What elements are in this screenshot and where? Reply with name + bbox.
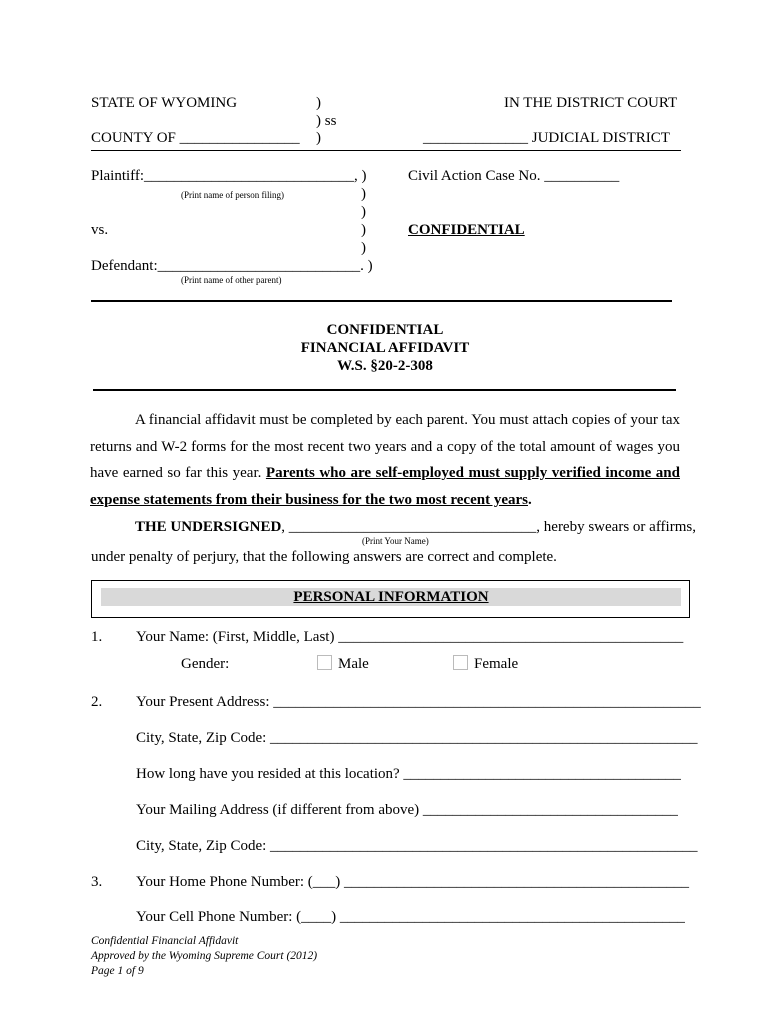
title-rule — [93, 389, 676, 391]
female-label: Female — [474, 656, 519, 672]
plaintiff-field[interactable]: Plaintiff:____________________________, ) — [91, 168, 367, 184]
home-phone-field[interactable]: Your Home Phone Number: (___) ______________________________________________ — [136, 874, 690, 890]
footer-title: Confidential Financial Affidavit — [91, 935, 239, 947]
caption-divider — [91, 150, 681, 151]
oath-name-field-end[interactable]: ___ — [513, 519, 537, 535]
section-shade — [101, 588, 681, 606]
item-number: 1. — [91, 629, 103, 645]
mailing-address-field[interactable]: Your Mailing Address (if different from above) __________________________________ — [136, 802, 678, 818]
plaintiff-hint: (Print name of person filing) — [181, 190, 284, 200]
oath-line — [135, 520, 696, 535]
defendant-hint: (Print name of other parent) — [181, 275, 282, 285]
section-title: PERSONAL INFORMATION — [293, 589, 489, 605]
male-label: Male — [338, 656, 369, 672]
caption-ss: ) ss — [316, 113, 337, 129]
residence-duration-field[interactable]: How long have you resided at this location? _____________________________________ — [136, 766, 681, 782]
city-state-zip-field[interactable]: City, State, Zip Code: _________________________________________________________ — [136, 730, 698, 746]
title-line2: FINANCIAL AFFIDAVIT — [300, 340, 470, 356]
caption-paren: ) — [361, 204, 366, 220]
confidential-mark: CONFIDENTIAL — [408, 222, 525, 238]
intro-text: A financial affidavit must be completed by each parent. You must attach copies of your tax returns and W-2 forms for the most recent two years and a copy of the total amount of wages you have earned so far this year. — [90, 412, 680, 481]
intro-period: . — [527, 491, 532, 508]
cell-phone-field[interactable]: Your Cell Phone Number: (____) ______________________________________________ — [136, 909, 685, 925]
oath-line2: under penalty of perjury, that the following answers are correct and complete. — [91, 549, 557, 565]
caption-bottom-rule — [91, 300, 672, 302]
title-line3: W.S. §20-2-308 — [337, 358, 433, 374]
mailing-city-state-zip-field[interactable]: City, State, Zip Code: _________________________________________________________ — [136, 838, 698, 854]
county-field[interactable]: COUNTY OF ________________ — [91, 130, 300, 146]
footer-approval: Approved by the Wyoming Supreme Court (2012) — [91, 950, 318, 962]
caption-paren: ) — [361, 240, 366, 256]
vs-label: vs. — [91, 222, 109, 238]
intro-paragraph — [90, 407, 680, 513]
caption-paren: ) — [316, 95, 321, 111]
title-line1: CONFIDENTIAL — [326, 322, 444, 338]
item-number: 3. — [91, 874, 103, 890]
state-label: STATE OF WYOMING — [91, 95, 238, 111]
caption-paren: ) — [361, 222, 366, 238]
caption-paren: ) — [316, 130, 321, 146]
caption-paren: ) — [361, 186, 366, 202]
oath-hint: (Print Your Name) — [362, 536, 429, 546]
section-box — [91, 580, 690, 618]
judicial-district-field[interactable]: ______________ JUDICIAL DISTRICT — [423, 130, 670, 146]
defendant-field[interactable]: Defendant:___________________________. ) — [91, 258, 373, 274]
gender-label: Gender: — [181, 656, 230, 672]
intro-emphasis: Parents who are self-employed must supply verified income and expense statements from their business for the two most recent years — [90, 465, 680, 508]
item-number: 2. — [91, 694, 103, 710]
footer-page-number: Page 1 of 9 — [91, 965, 144, 977]
case-number-field[interactable]: Civil Action Case No. __________ — [408, 168, 620, 184]
court-label: IN THE DISTRICT COURT — [504, 95, 678, 111]
male-checkbox[interactable] — [317, 655, 332, 670]
present-address-field[interactable]: Your Present Address: _________________________________________________________ — [136, 694, 701, 710]
oath-label: THE UNDERSIGNED — [135, 519, 282, 535]
name-field[interactable]: Your Name: (First, Middle, Last) ______________________________________________ — [136, 629, 684, 645]
oath-name-field[interactable]: , ______________________________ — [281, 519, 514, 535]
female-checkbox[interactable] — [453, 655, 468, 670]
oath-tail: , hereby swears or affirms, — [536, 519, 696, 535]
